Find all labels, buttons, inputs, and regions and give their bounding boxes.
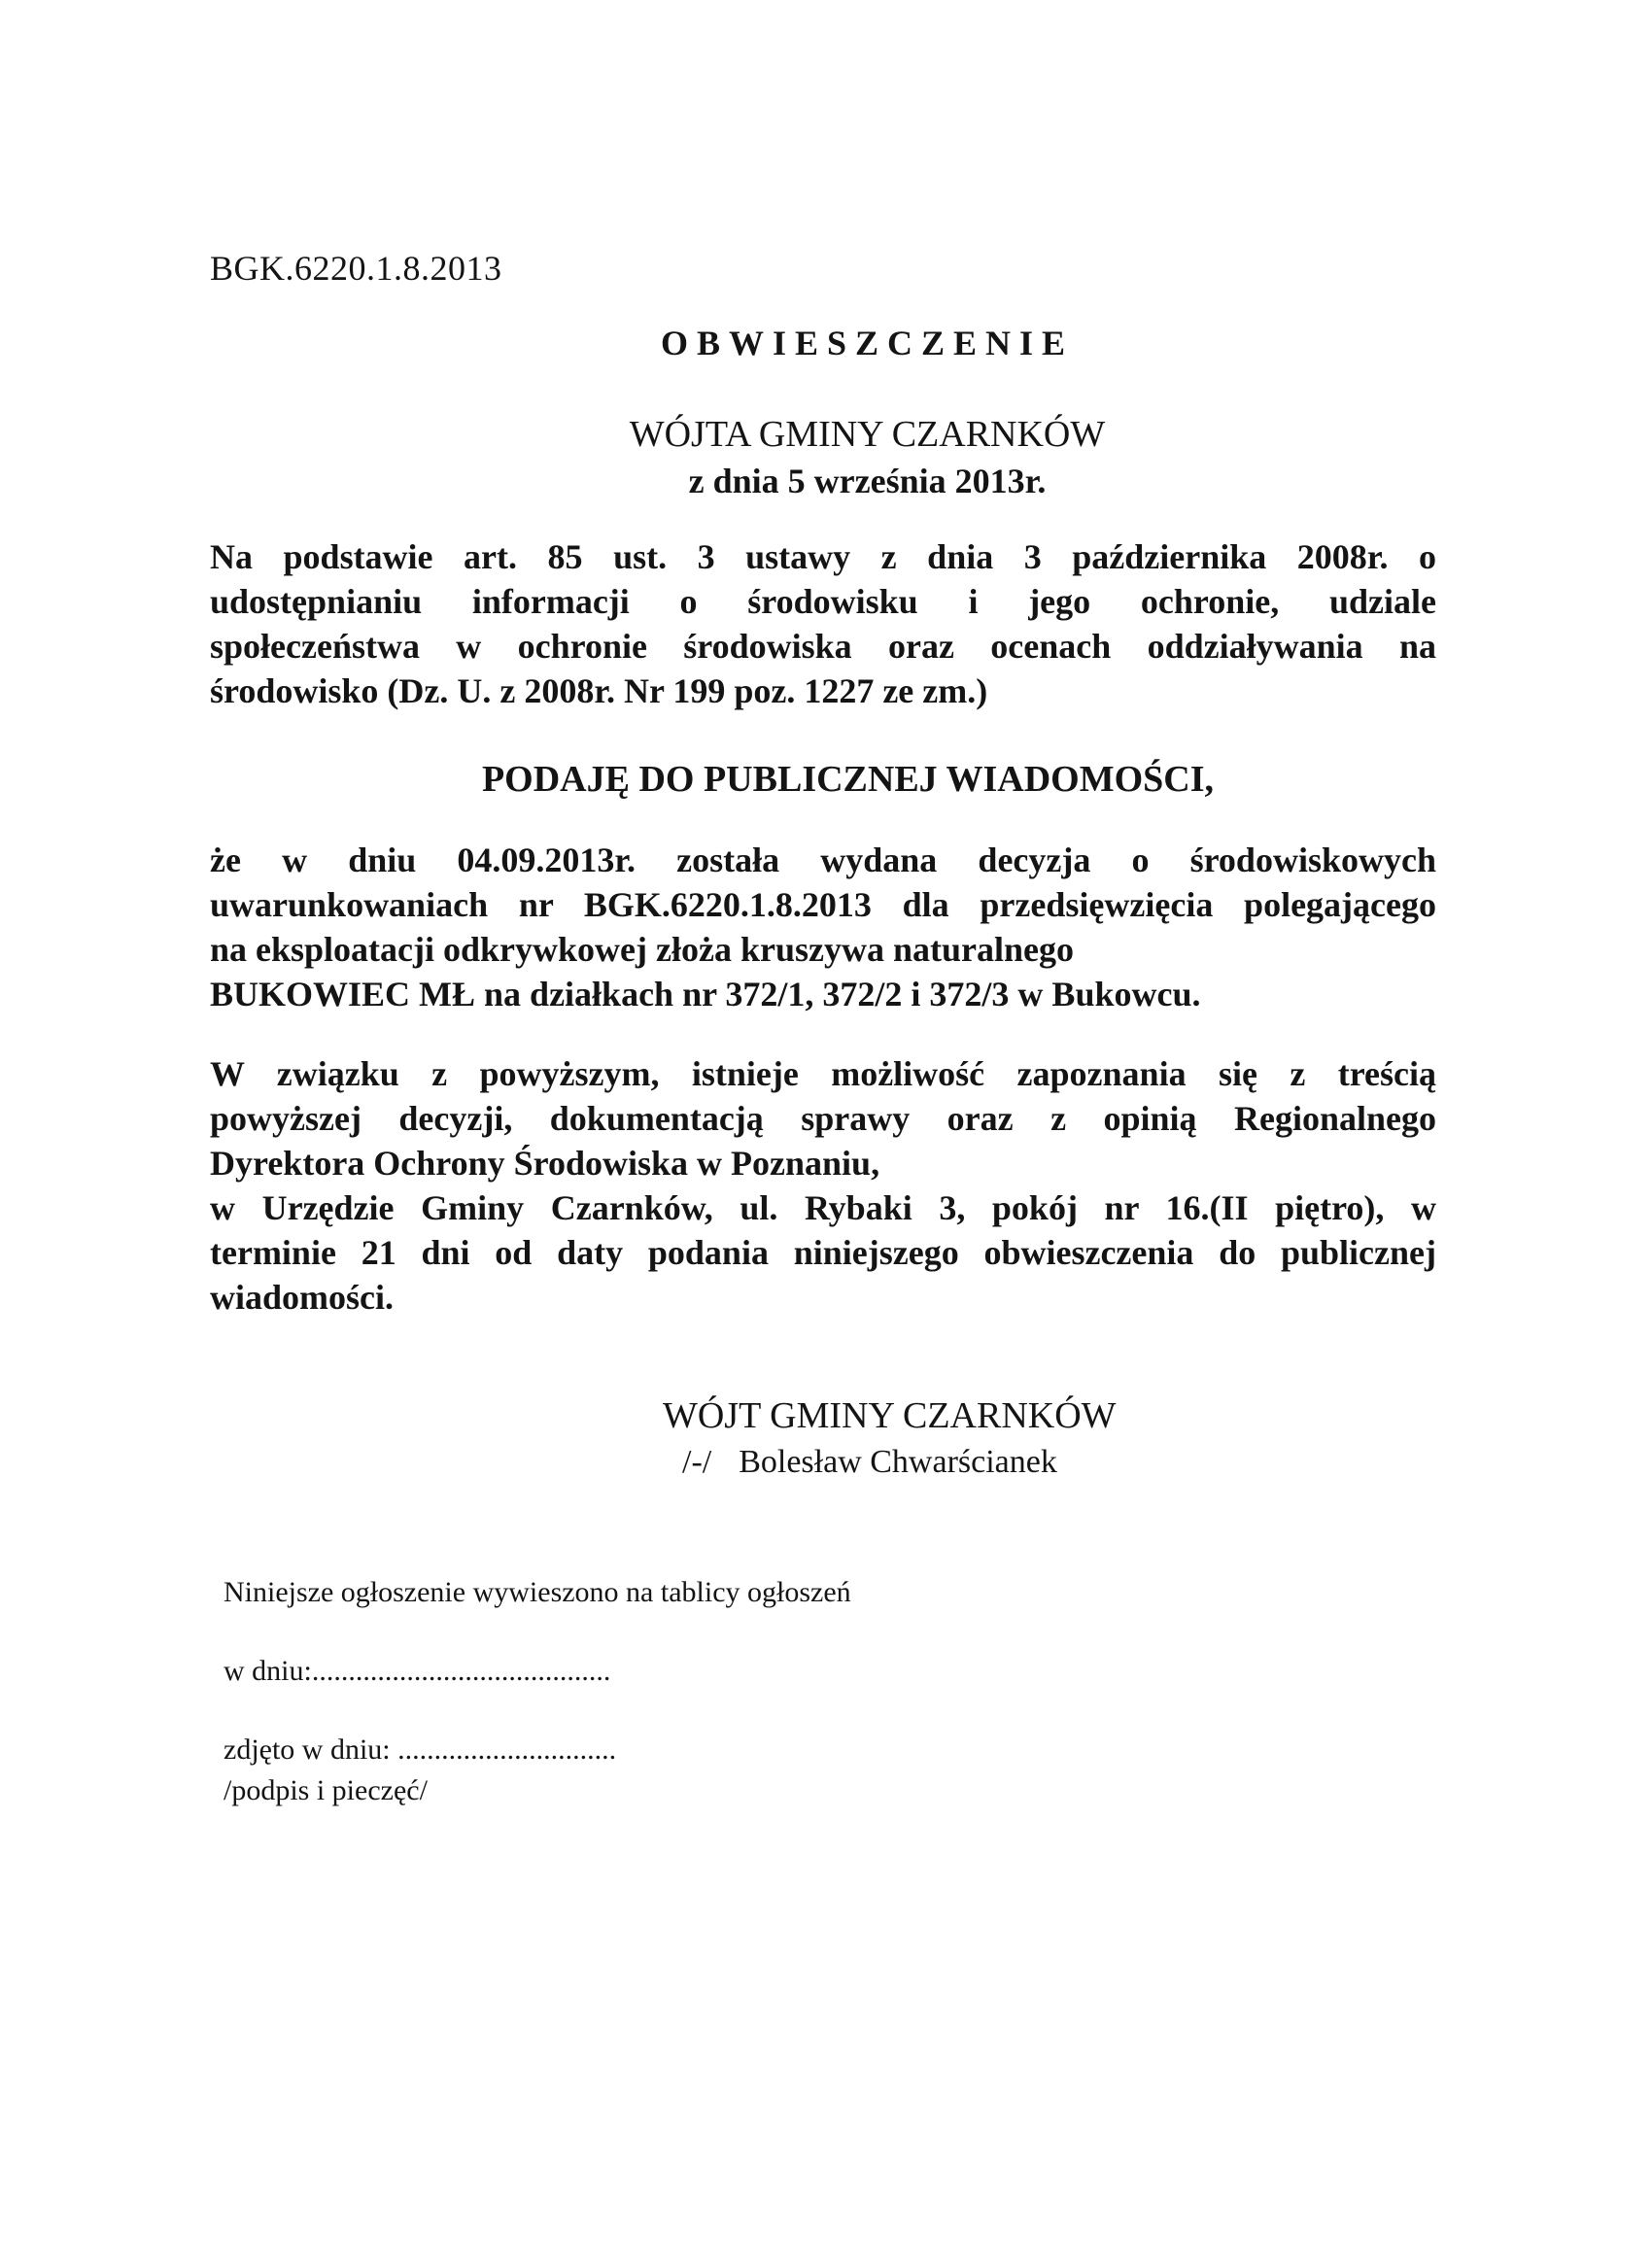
notice-paragraph	[210, 1051, 1436, 1320]
removed-date-line: zdjęto w dniu: ..............................	[224, 1734, 617, 1766]
paragraph-line: uwarunkowaniach nr BGK.6220.1.8.2013 dla przedsięwzięcia polegającego	[210, 885, 1436, 924]
signature-block	[682, 1444, 1057, 1481]
signature-title: WÓJT GMINY CZARNKÓW	[663, 1395, 1117, 1436]
reference-number: BGK.6220.1.8.2013	[210, 249, 502, 288]
paragraph-line: społeczeństwa w ochronie środowiska oraz ocenach oddziaływania na	[210, 627, 1436, 666]
signature-prefix: /-/	[682, 1444, 712, 1480]
document-title: OBWIESZCZENIE	[660, 324, 1075, 362]
paragraph-line: wiadomości.	[210, 1278, 394, 1317]
posting-note: Niniejsze ogłoszenie wywieszono na tablicy ogłoszeń	[224, 1576, 851, 1608]
authority-heading: WÓJTA GMINY CZARNKÓW	[629, 414, 1106, 455]
paragraph-line: w Urzędzie Gminy Czarnków, ul. Rybaki 3, pokój nr 16.(II piętro), w	[210, 1188, 1436, 1227]
paragraph-line: terminie 21 dni od daty podania niniejszego obwieszczenia do publicznej	[210, 1233, 1436, 1272]
paragraph-line: na eksploatacji odkrywkowej złoża kruszywa naturalnego	[210, 930, 1074, 969]
paragraph-line: W związku z powyższym, istnieje możliwość zapoznania się z treścią	[210, 1054, 1436, 1093]
legal-basis-paragraph	[210, 534, 1436, 713]
decision-paragraph	[210, 838, 1436, 1016]
paragraph-line: środowisko (Dz. U. z 2008r. Nr 199 poz. 1227 ze zm.)	[210, 671, 988, 710]
paragraph-line: że w dniu 04.09.2013r. została wydana decyzja o środowiskowych	[210, 841, 1436, 879]
posted-date-line: w dniu:.........................................	[224, 1655, 611, 1687]
signatory-name: Bolesław Chwarścianek	[739, 1444, 1057, 1480]
paragraph-line: Na podstawie art. 85 ust. 3 ustawy z dnia 3 października 2008r. o	[210, 537, 1436, 576]
paragraph-line: Dyrektora Ochrony Środowiska w Poznaniu,	[210, 1144, 880, 1183]
paragraph-line: udostępnianiu informacji o środowisku i jego ochronie, udziale	[210, 582, 1436, 621]
paragraph-line: powyższej decyzji, dokumentacją sprawy oraz z opinią Regionalnego	[210, 1099, 1436, 1138]
signature-stamp-note: /podpis i pieczęć/	[224, 1774, 428, 1806]
paragraph-line: BUKOWIEC MŁ na działkach nr 372/1, 372/2 i 372/3 w Bukowcu.	[210, 975, 1201, 1013]
date-line: z dnia 5 września 2013r.	[688, 462, 1047, 500]
announcement-heading: PODAJĘ DO PUBLICZNEJ WIADOMOŚCI,	[481, 759, 1215, 800]
